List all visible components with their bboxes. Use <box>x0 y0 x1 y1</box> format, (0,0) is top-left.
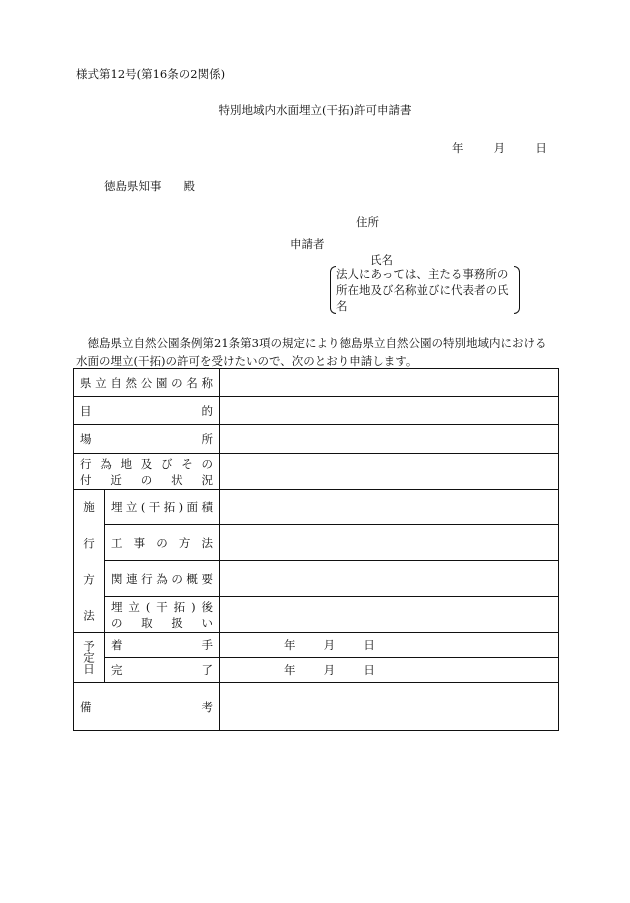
start-month: 月 <box>323 638 336 652</box>
addressee-name: 徳島県知事 <box>104 179 162 193</box>
complete-year: 年 <box>284 663 296 677</box>
addressee-honorific: 殿 <box>183 179 195 193</box>
complete-day: 日 <box>363 663 375 677</box>
application-table <box>73 368 559 731</box>
label-method-related: 関連行為の概要 <box>105 561 220 597</box>
label-start: 着手 <box>105 633 220 658</box>
date-year: 年 <box>452 141 464 155</box>
field-location[interactable] <box>220 425 559 454</box>
field-remarks[interactable] <box>220 683 559 731</box>
form-number: 様式第12号(第16条の2関係) <box>76 67 226 81</box>
date-month: 月 <box>493 141 506 155</box>
start-day: 日 <box>363 638 375 652</box>
name-label: 氏名 <box>370 253 393 267</box>
field-park-name[interactable] <box>220 369 559 397</box>
field-method-related[interactable] <box>220 561 559 597</box>
start-year: 年 <box>284 638 296 652</box>
field-complete-date[interactable] <box>220 658 559 683</box>
label-remarks: 備考 <box>74 683 220 731</box>
label-method-after: 埋立(干拓)後 の取扱い <box>105 597 220 633</box>
label-park-name: 県立自然公園の名称 <box>74 369 220 397</box>
field-method-construction[interactable] <box>220 525 559 561</box>
date-day: 日 <box>535 141 547 155</box>
intro-text: 徳島県立自然公園条例第21条第3項の規定により徳島県立自然公園の特別地域内における水面の埋立(干拓)の許可を受けたいので、次のとおり申請します。 <box>76 336 547 368</box>
field-purpose[interactable] <box>220 397 559 425</box>
complete-month: 月 <box>323 663 336 677</box>
label-schedule-group: 予定日 <box>74 633 105 683</box>
addressee <box>104 178 195 194</box>
label-complete: 完了 <box>105 658 220 683</box>
applicant-label: 申請者 <box>290 237 325 251</box>
field-start-date[interactable] <box>220 633 559 658</box>
label-purpose: 目的 <box>74 397 220 425</box>
label-method-construction: 工事の方法 <box>105 525 220 561</box>
field-method-area[interactable] <box>220 490 559 525</box>
field-method-after[interactable] <box>220 597 559 633</box>
label-vicinity: 行為地及びその 付近の状況 <box>74 454 220 490</box>
label-location: 場所 <box>74 425 220 454</box>
field-vicinity[interactable] <box>220 454 559 490</box>
label-method-area: 埋立(干拓)面積 <box>105 490 220 525</box>
date-line <box>452 140 547 156</box>
label-method-group: 施行方法 <box>74 490 105 633</box>
address-label: 住所 <box>356 215 379 229</box>
corporation-note: 法人にあっては、主たる事務所の所在地及び名称並びに代表者の氏名 <box>330 266 520 314</box>
document-title: 特別地域内水面埋立(干拓)許可申請書 <box>218 103 412 117</box>
